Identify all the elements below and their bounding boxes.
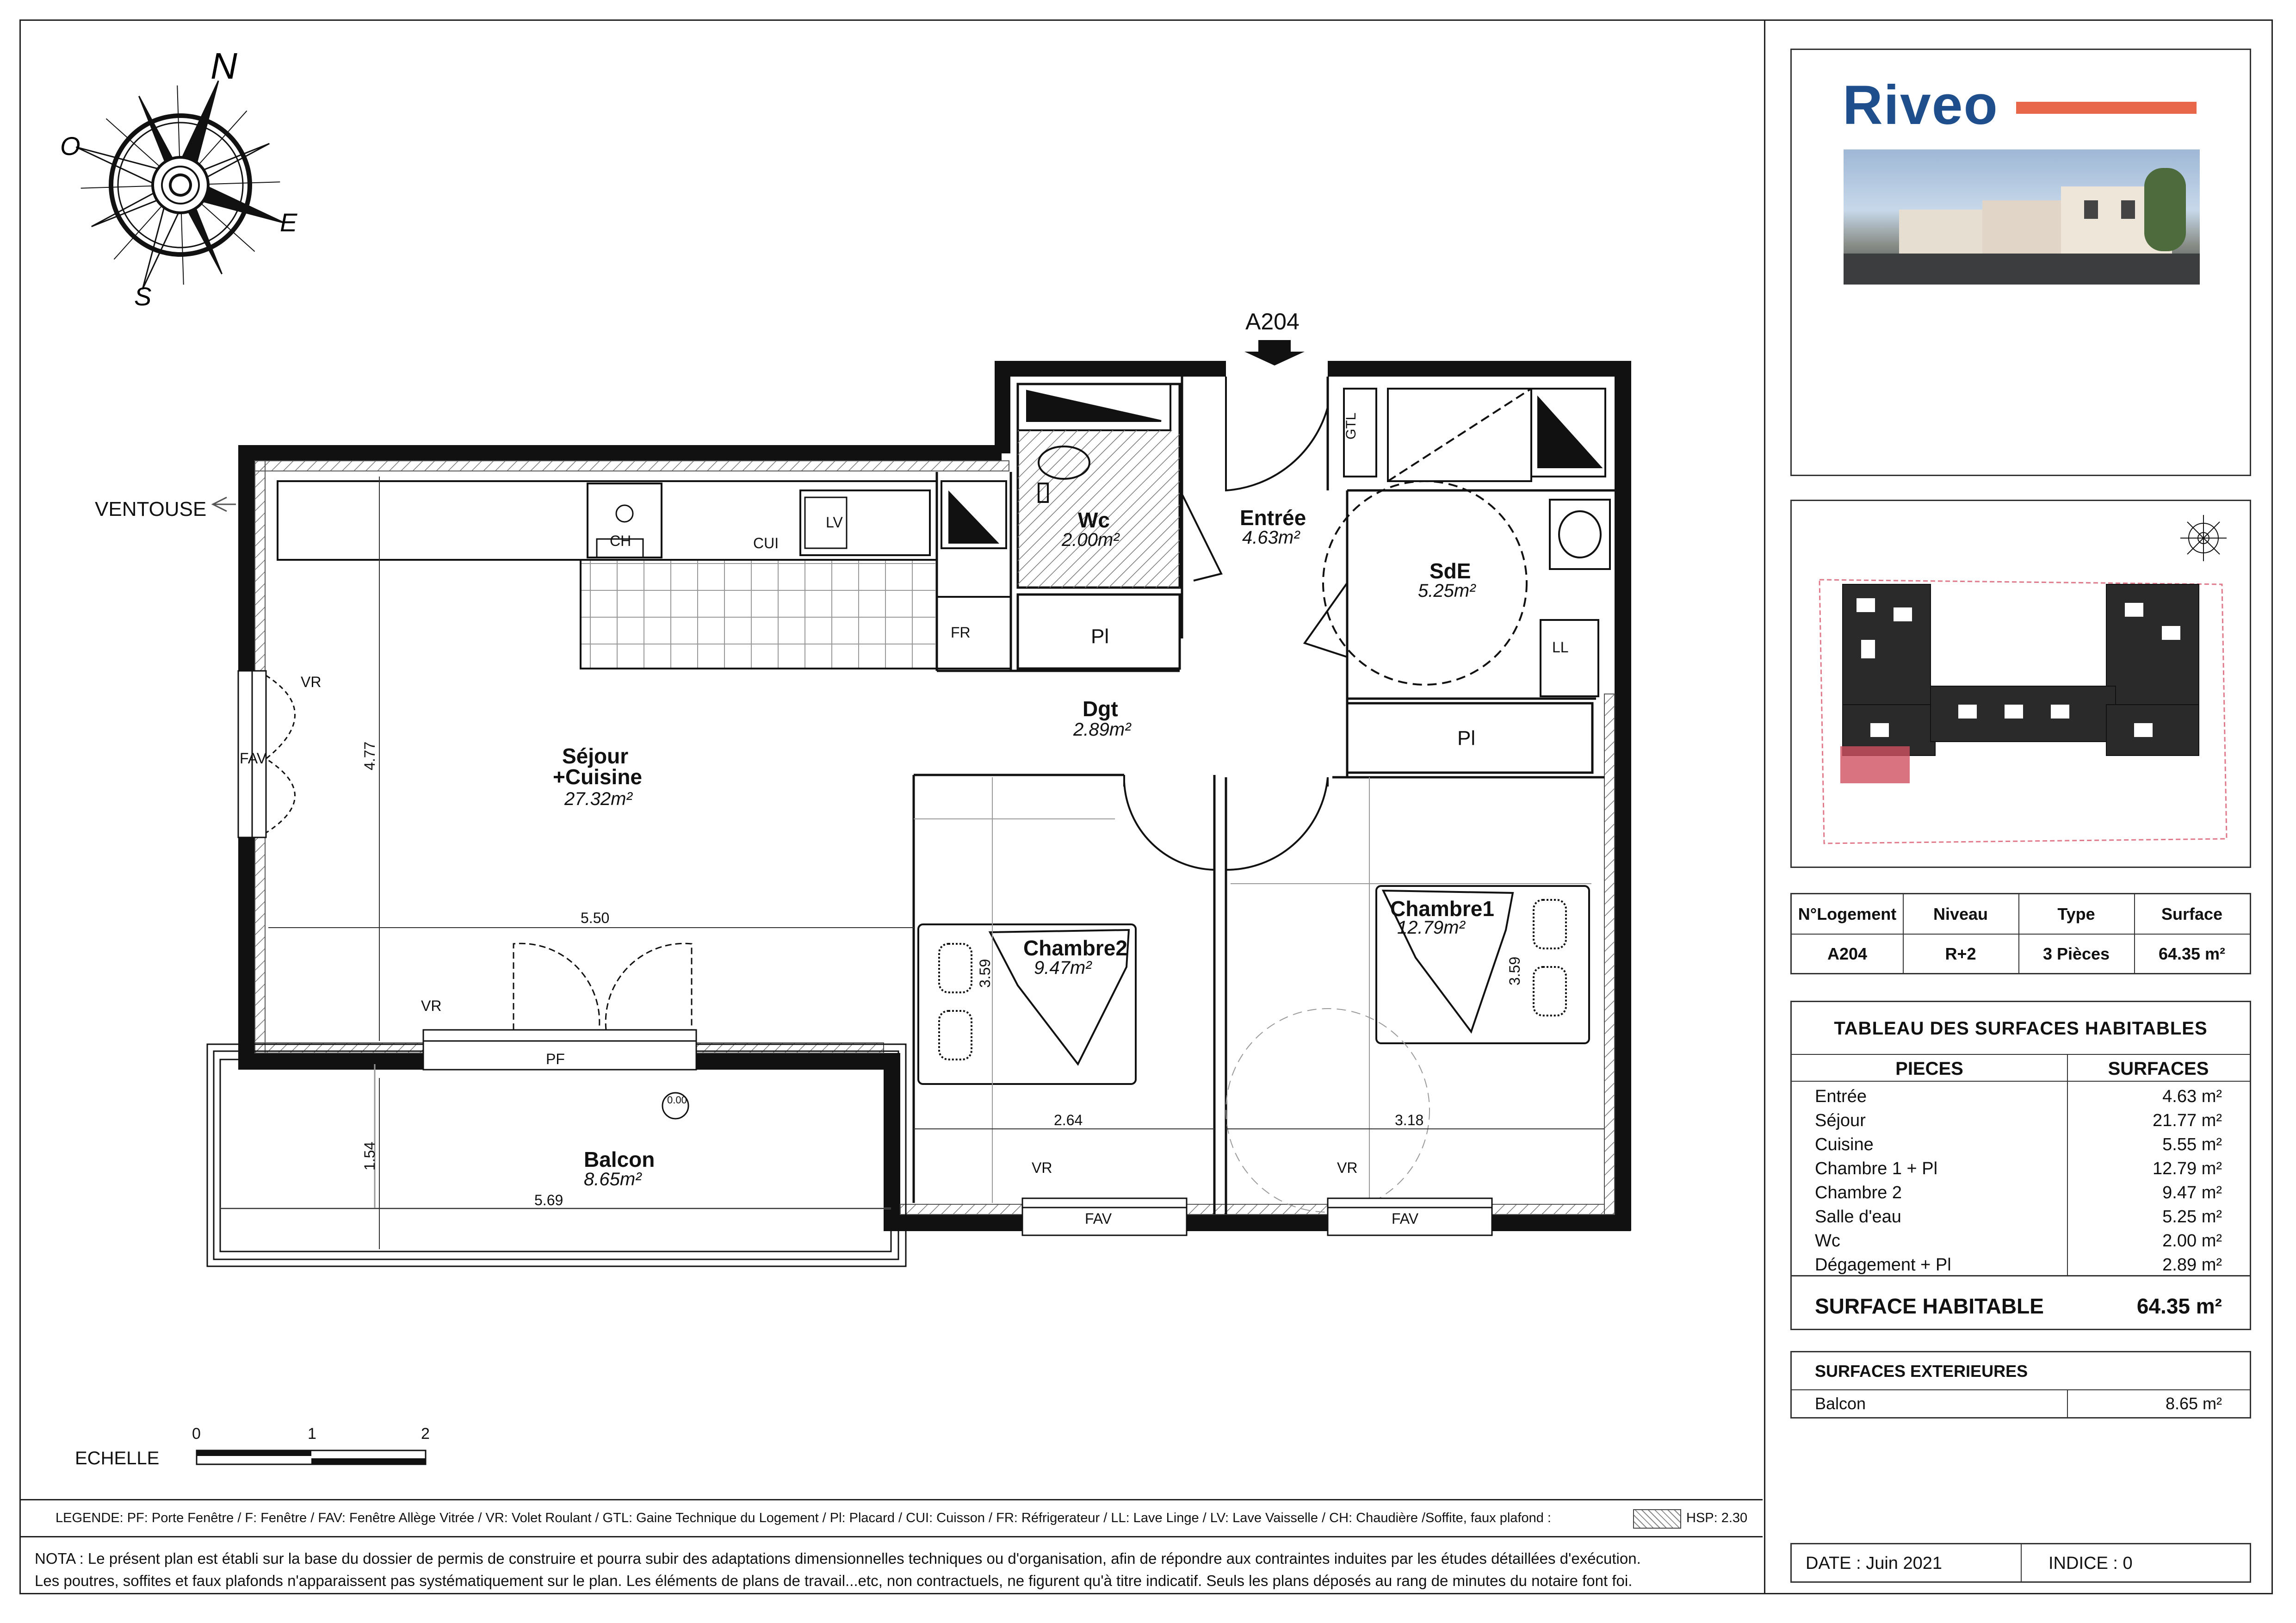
site-plan-thumbnail [1792, 501, 2250, 867]
compass-n: N [210, 45, 237, 87]
balcony [207, 1044, 906, 1266]
dim-477: 4.77 [361, 741, 378, 770]
scale-tick-0: 0 [192, 1425, 201, 1443]
label-ll: LL [1552, 639, 1569, 656]
surface-row-value: 12.79 m² [2153, 1159, 2222, 1178]
label-vr-3: VR [1032, 1159, 1052, 1176]
info-table [1790, 893, 2251, 974]
entree-name: Entrée [1240, 506, 1306, 530]
legend-text: LEGENDE: PF: Porte Fenêtre / F: Fenêtre / FAV: Fenêtre Allège Vitrée / VR: Volet Roulant / GTL: Gaine Technique du Logement / Pl: Placard / CUI: Cuisson / FR: Réfrigerateur / LL: Lave Linge / LV: Lave Vaisselle / CH: Chaudière /Soffite, faux plafond : [56, 1511, 1551, 1525]
dim-264: 2.64 [1054, 1112, 1083, 1128]
sejour-area: 27.32m² [564, 789, 632, 809]
surface-row-piece: Salle d'eau [1815, 1207, 1901, 1227]
exterieures-table [1790, 1351, 2251, 1419]
ventouse-arrow-icon [213, 497, 236, 511]
dim-359-b: 3.59 [1506, 956, 1523, 985]
surfaces-col-pieces: PIECES [1895, 1059, 1963, 1079]
info-value-niveau: R+2 [1945, 944, 1976, 963]
info-value-surface: 64.35 m² [2158, 944, 2226, 963]
hsp-text: HSP: 2.30 [1686, 1511, 1748, 1525]
mini-compass-icon [2180, 515, 2227, 561]
footer-indice: INDICE : 0 [2048, 1554, 2133, 1573]
chambre2-area: 9.47m² [1034, 958, 1092, 978]
footer-box [1790, 1543, 2251, 1583]
label-ch: CH [610, 533, 631, 549]
label-fav-3: FAV [1392, 1210, 1419, 1227]
exterieures-balcon-value: 8.65 m² [2165, 1394, 2222, 1413]
kitchen [278, 481, 1011, 669]
dim-154: 1.54 [361, 1141, 378, 1171]
surface-row-piece: Cuisine [1815, 1135, 1874, 1154]
surface-row-value: 21.77 m² [2153, 1111, 2222, 1130]
label-gtl: GTL [1343, 412, 1359, 440]
exterieures-title: SURFACES EXTERIEURES [1815, 1362, 2028, 1381]
level-mark: 0.00 [667, 1094, 687, 1106]
sejour-name2: +Cuisine [553, 765, 643, 789]
label-lv: LV [826, 514, 843, 531]
label-vr-1: VR [301, 674, 322, 690]
chambre1-area: 12.79m² [1397, 917, 1465, 938]
label-vr-2: VR [421, 997, 442, 1014]
surface-row-piece: Wc [1815, 1231, 1840, 1251]
balcon-area: 8.65m² [584, 1169, 642, 1189]
windows [238, 671, 1492, 1235]
surface-row-value: 9.47 m² [2162, 1183, 2222, 1202]
label-fr: FR [951, 624, 971, 641]
compass-s: S [134, 282, 152, 311]
legend-divider [19, 1499, 1763, 1500]
scale-bar [197, 1450, 426, 1464]
scale-label: ECHELLE [75, 1448, 160, 1468]
nota-line-1: NOTA : Le présent plan est établi sur la base du dossier de permis de construire et pourra subir des adaptations dimensionnelles techniques ou d'organisation, afin de répondre aux contraintes induites par les études détaillées d'exécution. [35, 1550, 1641, 1567]
compass-rose-icon [38, 43, 322, 327]
locator-box [1790, 500, 2251, 868]
dim-318: 3.18 [1395, 1112, 1424, 1128]
dgt-name: Dgt [1083, 697, 1118, 721]
balcon-name: Balcon [584, 1147, 655, 1171]
wc-area: 2.00m² [1062, 530, 1120, 550]
footer-date: DATE : Juin 2021 [1806, 1554, 1943, 1573]
surfaces-col-surfaces: SURFACES [2108, 1059, 2209, 1079]
nota-line-2: Les poutres, soffites et faux plafonds n'apparaissent pas systématiquement sur le plan. Les éléments de plans de travail...etc, non contractuels, ne figurent qu'à titre indicatif. Seuls les plans déposés au rang de minutes du notaire font foi. [35, 1572, 1633, 1589]
scale-tick-2: 2 [421, 1425, 430, 1443]
chambre2-name: Chambre2 [1023, 936, 1127, 960]
brand-box [1790, 49, 2251, 476]
dim-569: 5.69 [534, 1192, 563, 1208]
wc-fixtures [1018, 384, 1180, 588]
surface-row-piece: Chambre 1 + Pl [1815, 1159, 1938, 1178]
entry-arrow-icon [1244, 340, 1305, 365]
building-photo [1844, 149, 2200, 285]
info-value-type: 3 Pièces [2042, 944, 2110, 963]
label-pf: PF [546, 1051, 565, 1067]
compass-o: O [60, 131, 80, 161]
info-header-niveau: Niveau [1933, 904, 1988, 923]
info-header-surface: Surface [2161, 904, 2223, 923]
surface-row-value: 5.25 m² [2162, 1207, 2222, 1227]
entree-area: 4.63m² [1242, 527, 1300, 548]
wc-name: Wc [1078, 508, 1110, 532]
surface-row-value: 2.00 m² [2162, 1231, 2222, 1251]
surface-row-value: 4.63 m² [2162, 1087, 2222, 1106]
label-pl-2: Pl [1457, 727, 1476, 750]
surfaces-title: TABLEAU DES SURFACES HABITABLES [1834, 1018, 2208, 1039]
brand-accent-bar [2016, 102, 2197, 114]
chambre1-furniture [1226, 777, 1591, 1212]
nota-divider [19, 1536, 1763, 1537]
chambre1-name: Chambre1 [1390, 897, 1494, 921]
info-header-logement: N°Logement [1798, 904, 1897, 923]
surface-row-piece: Séjour [1815, 1111, 1866, 1130]
dim-550: 5.50 [581, 910, 610, 926]
surfaces-table [1790, 1001, 2251, 1330]
label-pl-1: Pl [1091, 625, 1109, 648]
compass-e: E [280, 208, 297, 237]
sde-name: SdE [1430, 559, 1471, 583]
surface-row-piece: Entrée [1815, 1087, 1867, 1106]
label-fav-2: FAV [1085, 1210, 1112, 1227]
info-header-type: Type [2057, 904, 2095, 923]
label-cui: CUI [753, 535, 779, 551]
sejour-name: Séjour [562, 744, 629, 768]
surface-row-value: 2.89 m² [2162, 1255, 2222, 1275]
info-value-logement: A204 [1827, 944, 1868, 963]
soffit-hatch-sample [1633, 1509, 1681, 1529]
ventouse-label: VENTOUSE [95, 498, 207, 520]
surfaces-total-label: SURFACE HABITABLE [1815, 1294, 2044, 1318]
surface-row-piece: Chambre 2 [1815, 1183, 1902, 1202]
surface-row-piece: Dégagement + Pl [1815, 1255, 1951, 1275]
dgt-area: 2.89m² [1073, 719, 1131, 740]
scale-tick-1: 1 [308, 1425, 316, 1443]
sde-area: 5.25m² [1418, 581, 1476, 601]
apartment-highlight [1840, 746, 1910, 783]
surfaces-total-value: 64.35 m² [2136, 1294, 2222, 1318]
chambre2-furniture [914, 777, 1136, 1203]
label-vr-4: VR [1337, 1159, 1358, 1176]
entry-code: A204 [1245, 309, 1300, 335]
surface-row-value: 5.55 m² [2162, 1135, 2222, 1154]
label-fav-1: FAV [240, 750, 267, 767]
exterieures-balcon-label: Balcon [1815, 1394, 1866, 1413]
dim-359-a: 3.59 [977, 959, 993, 988]
brand-logo: Riveo [1843, 74, 1999, 136]
